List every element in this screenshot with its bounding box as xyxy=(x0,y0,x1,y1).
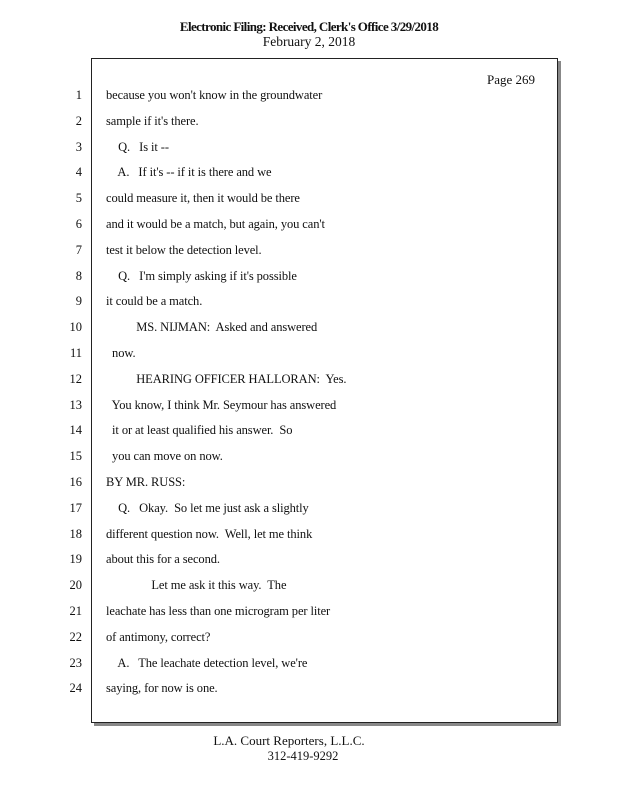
transcript-line: you can move on now. xyxy=(106,449,223,464)
transcript-page xyxy=(91,58,558,723)
line-number: 3 xyxy=(75,139,82,154)
line-number: 17 xyxy=(69,500,82,515)
line-number: 18 xyxy=(69,526,82,541)
transcript-line: BY MR. RUSS: xyxy=(106,475,186,489)
transcript-line: test it below the detection level. xyxy=(106,242,262,257)
line-number: 12 xyxy=(69,371,82,386)
page-number: Page 269 xyxy=(486,72,535,87)
transcript-line: it or at least qualified his answer. So xyxy=(106,423,293,438)
transcript-line: Q. Okay. So let me just ask a slightly xyxy=(106,500,309,515)
line-number: 22 xyxy=(69,629,82,644)
line-number: 4 xyxy=(75,165,82,180)
line-number: 1 xyxy=(75,88,82,102)
transcript-line: could measure it, then it would be there xyxy=(106,191,300,206)
reporter-company: L.A. Court Reporters, L.L.C. xyxy=(213,733,365,748)
transcript-line: Q. I'm simply asking if it's possible xyxy=(106,268,297,283)
line-number: 6 xyxy=(75,217,82,231)
reporter-phone: 312-419-9292 xyxy=(267,749,339,763)
line-number: 19 xyxy=(69,552,82,567)
line-number: 20 xyxy=(69,578,82,593)
transcript-line: Let me ask it this way. The xyxy=(106,578,287,593)
line-number: 8 xyxy=(75,268,82,283)
transcript-line: MS. NIJMAN: Asked and answered xyxy=(106,320,318,335)
line-number: 14 xyxy=(69,423,82,438)
line-number: 13 xyxy=(69,397,82,412)
line-number: 15 xyxy=(69,449,82,464)
transcript-line: saying, for now is one. xyxy=(106,681,218,696)
transcript-line: Q. Is it -- xyxy=(106,139,169,154)
transcript-line: about this for a second. xyxy=(106,552,220,567)
line-number: 10 xyxy=(69,320,82,335)
transcript-line: now. xyxy=(106,346,136,360)
filing-stamp: Electronic Filing: Received, Clerk's Office 3/29/2018 xyxy=(179,19,439,34)
transcript-line: leachate has less than one microgram per liter xyxy=(106,604,331,618)
transcript-line: because you won't know in the groundwater xyxy=(106,88,323,102)
transcript-line: sample if it's there. xyxy=(106,113,199,128)
line-number: 24 xyxy=(69,681,82,696)
line-number: 11 xyxy=(69,346,82,360)
transcript-line: A. The leachate detection level, we're xyxy=(106,655,308,670)
line-number: 5 xyxy=(75,191,82,206)
line-number: 7 xyxy=(75,242,82,257)
line-number: 9 xyxy=(75,294,82,309)
line-number: 16 xyxy=(69,475,82,489)
filing-date: February 2, 2018 xyxy=(262,34,356,49)
transcript-line: and it would be a match, but again, you can't xyxy=(106,217,325,231)
transcript-line: A. If it's -- if it is there and we xyxy=(106,165,272,180)
transcript-line: of antimony, correct? xyxy=(106,629,211,644)
transcript-line: different question now. Well, let me think xyxy=(106,526,313,541)
line-number: 21 xyxy=(69,604,82,618)
transcript-line: it could be a match. xyxy=(106,294,203,309)
transcript-line: You know, I think Mr. Seymour has answered xyxy=(106,397,337,412)
line-number: 2 xyxy=(75,113,82,128)
line-number: 23 xyxy=(69,655,82,670)
transcript-line: HEARING OFFICER HALLORAN: Yes. xyxy=(106,371,347,386)
